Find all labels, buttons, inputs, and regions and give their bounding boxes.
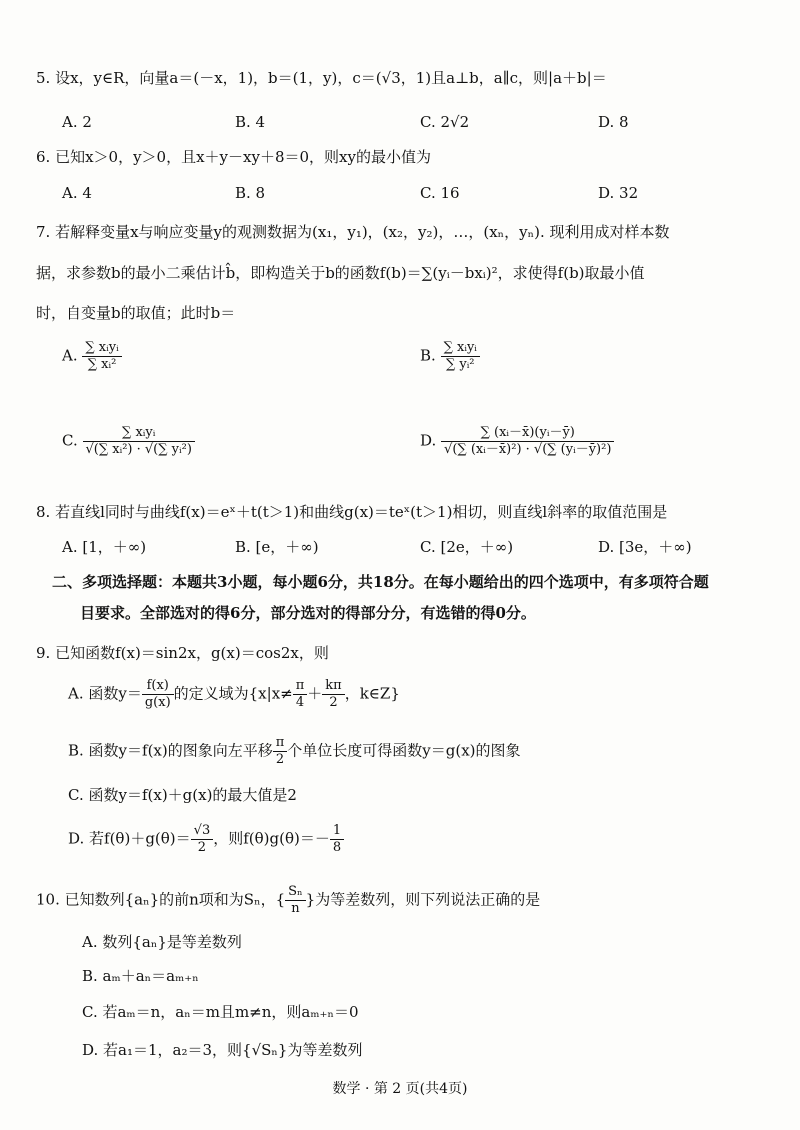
q7-option-b-label: B. — [420, 346, 436, 365]
q8-option-d: D. [3e，＋∞) — [598, 538, 692, 556]
q7-option-d-label: D. — [420, 431, 437, 450]
q7-option-c-fraction — [83, 425, 195, 458]
q7-option-a-numerator: ∑ xᵢyᵢ — [82, 340, 121, 357]
q9-a-f2-numerator: kπ — [322, 678, 344, 695]
q9-option-b-end: 个单位长度可得函数y＝g(x)的图象 — [287, 741, 521, 760]
q5-option-d: D. 8 — [598, 113, 629, 131]
q10-stem-prefix: 10. 已知数列{aₙ}的前n项和为Sₙ， — [36, 890, 276, 909]
q7-option-a-denominator: ∑ xᵢ² — [87, 357, 117, 372]
q9-d-denominator: 2 — [197, 840, 207, 855]
q7-option-a-label: A. — [62, 346, 78, 365]
q9-option-d-fraction — [191, 823, 214, 856]
q9-option-a-end: ，k∈Z} — [344, 684, 400, 703]
question-10-stem — [36, 884, 770, 917]
q10-brace-right: } — [305, 890, 316, 909]
q9-d-numerator: √3 — [191, 823, 214, 840]
q5-option-a: A. 2 — [62, 113, 92, 131]
q6-option-a: A. 4 — [62, 184, 92, 202]
q5-option-c: C. 2√2 — [420, 113, 470, 131]
q10-option-a: A. 数列{aₙ}是等差数列 — [82, 933, 242, 951]
q9-b-numerator: π — [273, 735, 288, 752]
q6-option-b: B. 8 — [235, 184, 266, 202]
q7-option-b — [420, 340, 480, 373]
q10-option-d: D. 若a₁＝1，a₂＝3，则{√Sₙ}为等差数列 — [82, 1041, 363, 1059]
q10-option-c: C. 若aₘ＝n，aₙ＝m且m≠n，则aₘ₊ₙ＝0 — [82, 1003, 359, 1021]
q7-option-d-numerator: ∑ (xᵢ－x̄)(yᵢ－ȳ) — [441, 425, 614, 442]
q7-option-d-denominator: √(∑ (xᵢ－x̄)²) · √(∑ (yᵢ－ȳ)²) — [444, 442, 612, 457]
q9-option-a-prefix: A. 函数y＝ — [68, 684, 142, 703]
q9-d-numerator-2: 1 — [330, 823, 344, 840]
question-8-stem: 8. 若直线l同时与曲线f(x)＝eˣ＋t(t＞1)和曲线g(x)＝teˣ(t＞1)相切，则直线l斜率的取值范围是 — [36, 503, 668, 521]
q9-d-denominator-2: 8 — [332, 840, 342, 855]
q9-option-a-middle: 的定义域为{x|x≠ — [173, 684, 293, 703]
q7-option-b-fraction — [441, 340, 480, 373]
q9-option-a-fraction-1 — [293, 678, 308, 711]
q7-option-c-label: C. — [62, 431, 78, 450]
q9-option-c: C. 函数y＝f(x)＋g(x)的最大值是2 — [68, 786, 297, 804]
q9-a-f1-denominator: 4 — [295, 695, 305, 710]
question-5-stem: 5. 设x，y∈R，向量a＝(－x，1)，b＝(1，y)，c＝(√3，1)且a⊥b，a∥c，则|a＋b|＝ — [36, 69, 607, 87]
q10-option-b: B. aₘ＋aₙ＝aₘ₊ₙ — [82, 967, 199, 985]
q5-option-b: B. 4 — [235, 113, 266, 131]
question-7-stem-line1: 7. 若解释变量x与响应变量y的观测数据为(x₁，y₁)，(x₂，y₂)，…，(xₙ，yₙ). 现利用成对样本数 — [36, 223, 670, 241]
q10-brace-left: { — [275, 890, 286, 909]
q9-option-d-fraction-2 — [330, 823, 344, 856]
q9-a-numerator: f(x) — [142, 678, 174, 695]
q7-option-c-numerator: ∑ xᵢyᵢ — [83, 425, 195, 442]
q9-option-a — [68, 678, 400, 711]
q8-option-b: B. [e，＋∞) — [235, 538, 319, 556]
q9-option-a-fraction-2 — [322, 678, 344, 711]
q7-option-b-numerator: ∑ xᵢyᵢ — [441, 340, 480, 357]
q9-a-denominator: g(x) — [144, 695, 171, 710]
q8-option-c: C. [2e，＋∞) — [420, 538, 514, 556]
q7-option-a — [62, 340, 122, 373]
q9-a-f2-denominator: 2 — [329, 695, 338, 710]
q10-numerator: Sₙ — [285, 884, 306, 901]
q10-stem-end: 为等差数列，则下列说法正确的是 — [315, 890, 541, 909]
section-2-heading-line1: 二、多项选择题：本题共3小题，每小题6分，共18分。在每小题给出的四个选项中，有多项符合题 — [52, 573, 709, 591]
q8-option-a: A. [1，＋∞) — [62, 538, 147, 556]
q9-option-d — [68, 823, 344, 856]
q6-option-c: C. 16 — [420, 184, 460, 202]
question-9-stem: 9. 已知函数f(x)＝sin2x，g(x)＝cos2x，则 — [36, 644, 329, 662]
question-7-stem-line3: 时，自变量b的取值；此时b＝ — [36, 304, 236, 322]
q9-option-a-plus: ＋ — [307, 684, 323, 703]
q7-option-a-fraction — [82, 340, 121, 373]
q7-option-d-fraction — [441, 425, 614, 458]
page-footer: 数学 · 第 2 页(共4页) — [332, 1081, 468, 1097]
q9-a-f1-numerator: π — [293, 678, 308, 695]
section-2-heading-line2: 目要求。全部选对的得6分，部分选对的得部分分，有选错的得0分。 — [80, 604, 536, 622]
q9-option-d-middle: ，则f(θ)g(θ)＝－ — [213, 829, 330, 848]
q7-option-c-denominator: √(∑ xᵢ²) · √(∑ yᵢ²) — [85, 442, 192, 457]
question-7-stem-line2: 据，求参数b的最小二乘估计b̂，即构造关于b的函数f(b)＝∑(yᵢ－bxᵢ)²，求使得f(b)取最小值 — [36, 264, 645, 282]
q6-option-d: D. 32 — [598, 184, 639, 202]
q9-option-a-fraction — [142, 678, 174, 711]
q9-option-b — [68, 735, 521, 768]
q7-option-c — [62, 425, 195, 458]
q7-option-b-denominator: ∑ yᵢ² — [445, 357, 475, 372]
q9-option-b-fraction — [273, 735, 288, 768]
q7-option-d — [420, 425, 614, 458]
q10-denominator: n — [291, 901, 300, 916]
q10-stem-fraction — [285, 884, 306, 917]
q9-b-denominator: 2 — [275, 752, 285, 767]
q9-option-b-prefix: B. 函数y＝f(x)的图象向左平移 — [68, 741, 273, 760]
question-6-stem: 6. 已知x＞0，y＞0，且x＋y－xy＋8＝0，则xy的最小值为 — [36, 148, 431, 166]
q9-option-d-prefix: D. 若f(θ)＋g(θ)＝ — [68, 829, 191, 848]
